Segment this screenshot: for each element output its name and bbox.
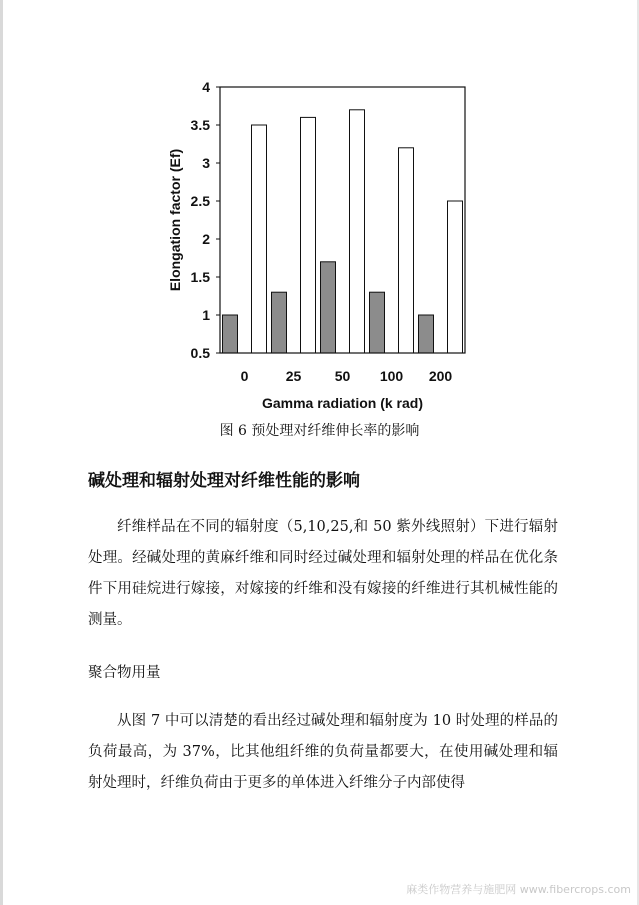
y-axis-label: Elongation factor (Ef) bbox=[167, 148, 183, 292]
y-tick-label: 3.5 bbox=[190, 117, 210, 133]
bar-50-series-1 bbox=[321, 262, 336, 353]
bar-50-series-2 bbox=[350, 110, 365, 353]
x-axis-ticks bbox=[241, 368, 453, 384]
body-paragraph-1: 纤维样品在不同的辐射度（5,10,25,和 50 紫外线照射）下进行辐射处理。经碱处理的黄麻纤维和同时经过碱处理和辐射处理的样品在优化条件下用硅烷进行嫁接，对嫁接的纤维和没有嫁接的纤维进行其机械性能的测量。 bbox=[88, 519, 558, 628]
bar-25-series-1 bbox=[272, 292, 287, 353]
y-axis-ticks bbox=[191, 79, 220, 361]
bar-200-series-1 bbox=[419, 315, 434, 353]
page-left-edge bbox=[0, 0, 3, 905]
figure-caption: 图 6 预处理对纤维伸长率的影响 bbox=[219, 423, 420, 439]
x-tick-label: 50 bbox=[334, 368, 351, 384]
bar-marks bbox=[223, 110, 463, 353]
y-tick-label: 2 bbox=[202, 231, 210, 247]
bar-100-series-1 bbox=[370, 292, 385, 353]
y-tick-label: 1.5 bbox=[190, 269, 210, 285]
x-tick-label: 25 bbox=[285, 368, 302, 384]
y-tick-label: 4 bbox=[202, 79, 210, 95]
bar-0-series-1 bbox=[223, 315, 238, 353]
bar-200-series-2 bbox=[448, 201, 463, 353]
x-axis-label: Gamma radiation (k rad) bbox=[261, 395, 424, 411]
bar-0-series-2 bbox=[252, 125, 267, 353]
y-tick-label: 2.5 bbox=[190, 193, 210, 209]
bar-25-series-2 bbox=[301, 117, 316, 353]
subheading-polymer-loading: 聚合物用量 bbox=[88, 665, 161, 681]
y-tick-label: 0.5 bbox=[190, 345, 210, 361]
y-tick-label: 3 bbox=[202, 155, 210, 171]
body-paragraph-2: 从图 7 中可以清楚的看出经过碱处理和辐射度为 10 时处理的样品的负荷最高，为 37%，比其他组纤维的负荷量都要大，在使用碱处理和辐射处理时，纤维负荷由于更多的单体进入纤维分子内部使得 bbox=[88, 713, 558, 791]
x-tick-label: 200 bbox=[428, 368, 453, 384]
y-tick-label: 1 bbox=[202, 307, 210, 323]
section-heading: 碱处理和辐射处理对纤维性能的影响 bbox=[88, 471, 360, 491]
site-watermark: 麻类作物营养与施肥网 www.fibercrops.com bbox=[406, 883, 631, 896]
elongation-bar-chart bbox=[160, 75, 480, 415]
x-tick-label: 100 bbox=[379, 368, 404, 384]
x-tick-label: 0 bbox=[240, 368, 249, 384]
bar-100-series-2 bbox=[399, 148, 414, 353]
